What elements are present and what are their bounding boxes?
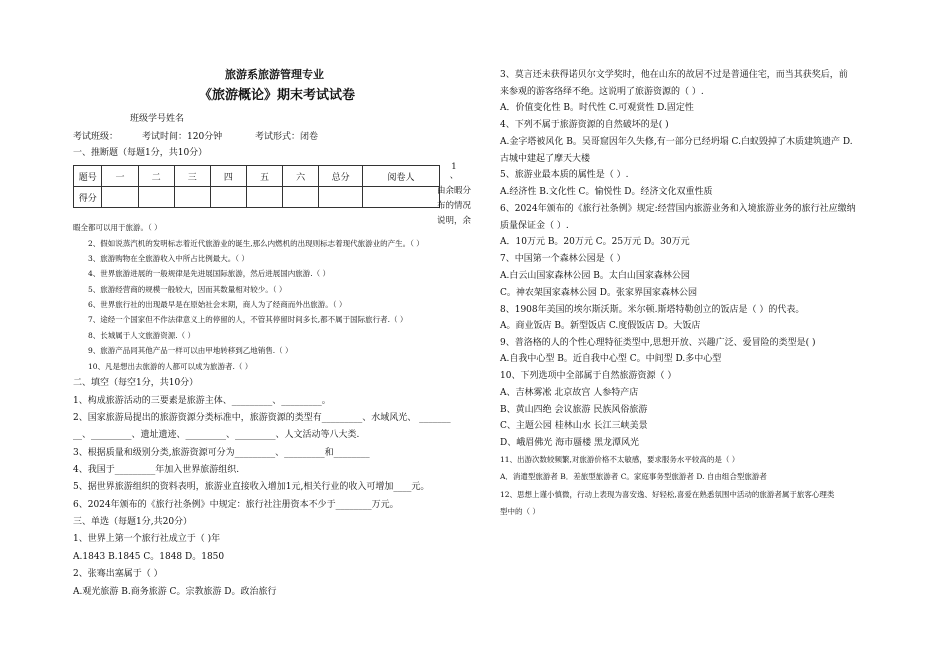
score-table-header-row	[74, 166, 440, 187]
single-choice-item: 1、世界上第一个旅行社成立于（ )年	[73, 534, 221, 544]
score-header-cell: 二	[138, 166, 174, 187]
right-question-line: A、吉林雾凇 北京故宫 人参特产店	[500, 388, 639, 398]
judge-item: 2、假如说蒸汽机的发明标志着近代旅游业的诞生,那么内燃机的出现则标志着现代旅游业的产生。（ ）	[88, 239, 424, 248]
fill-item: __、_________、遗址遗迹、_________、_________、人文活动等八大类.	[73, 430, 360, 440]
score-header-cell: 阅卷人	[363, 166, 440, 187]
fill-item: 1、构成旅游活动的三要素是旅游主体、_________、_________。	[73, 396, 331, 406]
right-question-line: 9、普洛格的人的个性心理特征类型中,思想开放、兴趣广泛、爱冒险的类型是( )	[500, 338, 816, 348]
right-question-line: 3、莫言还未获得诺贝尔文学奖时，他在山东的故居不过是普通住宅，而当其获奖后，前	[500, 70, 848, 80]
right-question-line: A.白云山国家森林公园 B。太白山国家森林公园	[500, 271, 690, 281]
score-cell[interactable]	[174, 187, 210, 208]
right-question-line: C、主题公园 桂林山水 长江三峡美景	[500, 421, 648, 431]
section1-title: 一、推断题（每题1分，共10分）	[73, 148, 208, 158]
score-header-cell: 总分	[319, 166, 363, 187]
right-question-line: A．价值变化性 B。时代性 C.可观赏性 D.固定性	[500, 103, 694, 113]
department-title: 旅游系旅游管理专业	[225, 68, 324, 81]
right-question-line: 古城中建起了摩天大楼	[500, 154, 591, 164]
right-question-line: A.经济性 B.文化性 C。愉悦性 D。经济文化双重性质	[500, 187, 713, 197]
right-question-line: 5、旅游业最本质的属性是（ ）.	[500, 170, 629, 180]
judge-item: 7、途经一个国家但不作法律意义上的停留的人，不管其停留时间多长,都不属于国际旅行者.（ ）	[88, 315, 408, 324]
score-cell[interactable]	[283, 187, 319, 208]
side-note-line: 说明，余	[436, 216, 471, 226]
score-header-cell: 题号	[74, 166, 102, 187]
right-question-line: 6、2024年颁布的《旅行社条例》规定:经营国内旅游业务和入境旅游业务的旅行社应缴纳	[500, 204, 856, 214]
section2-title: 二、填空（每空1分，共10分）	[73, 378, 199, 388]
judge-item: 3、旅游购物在全旅游收入中所占比例最大。（ ）	[88, 254, 249, 263]
student-info-line: 班级学号姓名	[130, 114, 185, 124]
exam-form-label: 考试形式：闭卷	[255, 132, 319, 142]
right-question-line: 型中的（ ）	[500, 507, 540, 516]
side-note-line: 1	[451, 162, 457, 172]
score-cell[interactable]	[210, 187, 246, 208]
judge-item: 10、凡是想出去旅游的人都可以成为旅游者.（ ）	[88, 362, 253, 371]
right-question-line: 12、思想上谨小慎微，行动上表现为喜安逸、好轻松,喜爱在熟悉氛围中活动的旅游者属于旅客心理类	[500, 490, 835, 499]
right-question-line: A.自我中心型 B。近自我中心型 C。中间型 D.多中心型	[500, 354, 722, 364]
fill-item: 3、根据质量和级别分类,旅游资源可分为_________、_________和________	[73, 448, 370, 458]
right-question-line: 7、中国第一个森林公园是（ ）	[500, 254, 626, 264]
single-choice-item: 2、张骞出塞属于（ ）	[73, 569, 163, 579]
score-header-cell: 一	[102, 166, 138, 187]
fill-item: 2、国家旅游局提出的旅游资源分类标准中，旅游资源的类型有_________、水域风光、 _______	[73, 413, 451, 423]
score-cell[interactable]	[246, 187, 282, 208]
score-header-cell: 四	[210, 166, 246, 187]
judge-item: 暇全都可以用于旅游。（ ）	[73, 223, 162, 232]
judge-item: 6、世界旅行社的出现最早是在原始社会末期，商人为了经商而外出旅游。（ ）	[88, 300, 347, 309]
side-note-line: 、	[449, 171, 459, 181]
score-cell[interactable]	[319, 187, 363, 208]
right-question-line: 来参观的游客络绎不绝。这说明了旅游资源的（ ）.	[500, 87, 704, 97]
judge-item: 5、旅游经营商的规模一般较大，因而其数量相对较少。（ ）	[88, 285, 287, 294]
fill-item: 4、我国于_________年加入世界旅游组织.	[73, 465, 240, 475]
right-question-line: C。神农架国家森林公园 D。张家界国家森林公园	[500, 288, 697, 298]
right-question-line: 4、下列不属于旅游资源的自然破坏的是( )	[500, 120, 669, 130]
exam-title: 《旅游概论》期末考试试卷	[199, 88, 356, 103]
exam-time-label: 考试时间：120分钟	[142, 132, 223, 142]
judge-item: 9、旅游产品同其他产品一样可以由甲地转移到乙地销售.（ ）	[88, 346, 293, 355]
score-table	[73, 165, 440, 208]
judge-item: 4、世界旅游进展的一般规律是先进展国际旅游，然后进展国内旅游.（ ）	[88, 269, 331, 278]
score-header-cell: 六	[283, 166, 319, 187]
right-question-line: D、峨眉佛光 海市蜃楼 黑龙潭风光	[500, 438, 639, 448]
right-question-line: A．10万元 B。20万元 C。25万元 D。30万元	[500, 237, 690, 247]
side-note-line: 由余暇分	[436, 186, 471, 196]
score-cell[interactable]	[102, 187, 138, 208]
right-question-line: A．消遣型旅游者 B．差旅型旅游者 C。家庭事务型旅游者 D. 自由组合型旅游者	[500, 472, 767, 481]
right-question-line: 10、下列选项中全部属于自然旅游资源（ ）	[500, 371, 677, 381]
judge-item: 8、长城属于人文旅游资源.（ ）	[88, 331, 196, 340]
section3-title: 三、单选（每题1分,共20分）	[73, 517, 193, 527]
right-question-line: B、黄山四绝 会议旅游 民族风俗旅游	[500, 405, 648, 415]
exam-class-label: 考试班级：	[73, 132, 119, 142]
right-question-line: 11、出游次数较频繁,对旅游价格不太敏感，要求服务水平较高的是（ ）	[500, 455, 740, 464]
fill-item: 6、2024年颁布的《旅行社条例》中规定：旅行社注册资本不少于________万元。	[73, 500, 399, 510]
score-header-cell: 五	[246, 166, 282, 187]
score-table-score-row	[74, 187, 440, 208]
right-question-line: A.金字塔被风化 B。吴哥窟因年久失修,有一部分已经坍塌 C.白蚁毁掉了木质建筑遗产 D.	[500, 137, 853, 147]
score-row-label: 得分	[74, 187, 102, 208]
score-cell[interactable]	[363, 187, 440, 208]
single-choice-item: A.1843 B.1845 C。1848 D。1850	[73, 552, 225, 562]
side-note-line: 布的情况	[436, 201, 471, 211]
right-question-line: 质量保证金（ ）.	[500, 221, 569, 231]
single-choice-item: A.观光旅游 B.商务旅游 C。宗教旅游 D。政治旅行	[73, 587, 277, 597]
score-cell[interactable]	[138, 187, 174, 208]
score-header-cell: 三	[174, 166, 210, 187]
right-question-line: 8、1908年美国的埃尔斯沃斯。米尔顿.斯塔特勒创立的饭店是（ ）的代表。	[500, 305, 805, 315]
side-note	[436, 160, 471, 229]
right-question-line: A。商业饭店 B。新型饭店 C.度假饭店 D。大饭店	[500, 321, 701, 331]
fill-item: 5、据世界旅游组织的资料表明，旅游业直接收入增加1元,相关行业的收入可增加____元。	[73, 482, 430, 492]
